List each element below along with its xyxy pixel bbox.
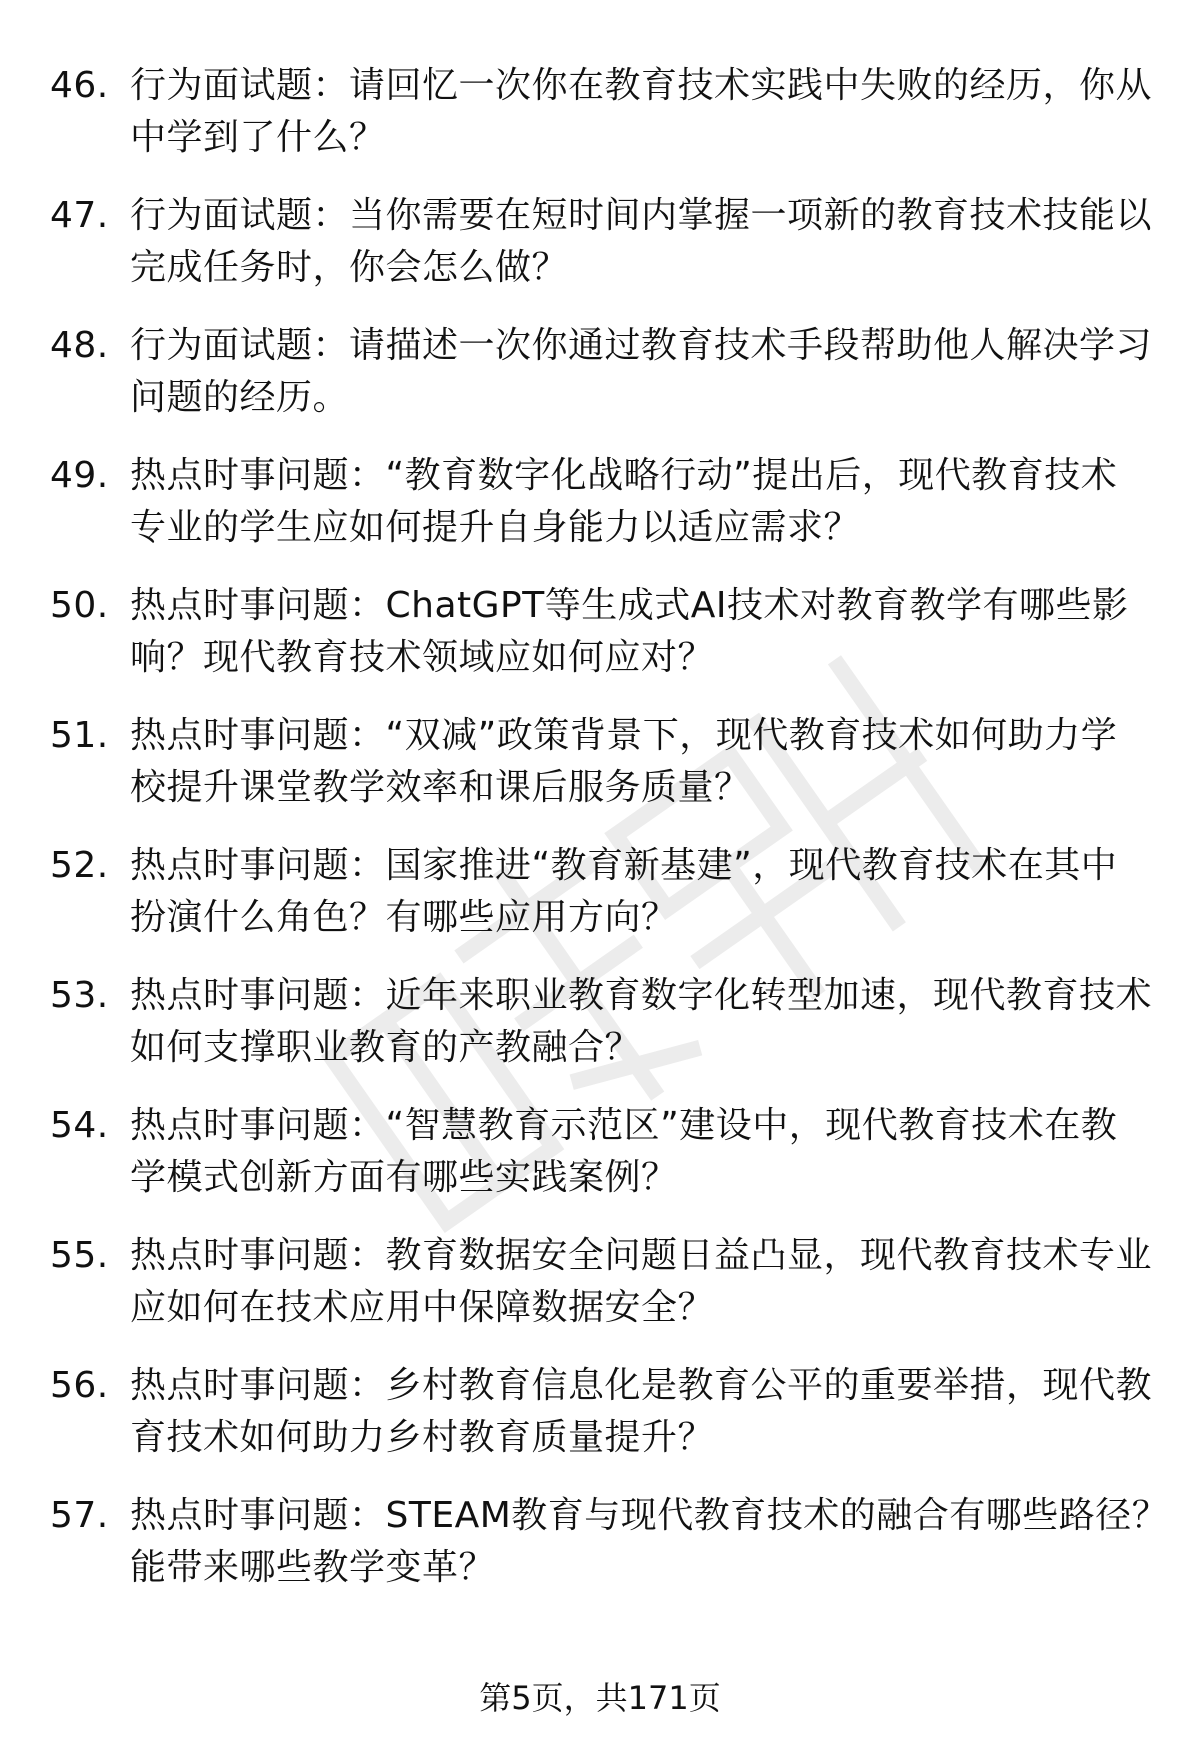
question-number: 49.	[50, 455, 109, 496]
question-number: 48.	[50, 325, 109, 366]
question-item-48	[50, 320, 1153, 424]
question-number: 51.	[50, 715, 109, 756]
question-number: 53.	[50, 975, 109, 1016]
question-text-line: 热点时事问题：国家推进“教育新基建”，现代教育技术在其中	[130, 845, 1118, 886]
question-text-line: 应如何在技术应用中保障数据安全？	[130, 1287, 715, 1328]
question-text-line: 完成任务时，你会怎么做？	[130, 247, 569, 288]
question-text-line: 育技术如何助力乡村教育质量提升？	[130, 1417, 715, 1458]
question-text-line: 热点时事问题：“教育数字化战略行动”提出后，现代教育技术	[130, 455, 1118, 496]
question-text-line: 行为面试题：当你需要在短时间内掌握一项新的教育技术技能以	[130, 195, 1153, 236]
question-text-line: 扮演什么角色？有哪些应用方向？	[130, 897, 678, 938]
question-number: 46.	[50, 65, 109, 106]
question-text-line: 学模式创新方面有哪些实践案例？	[130, 1157, 678, 1198]
question-item-46	[50, 60, 1153, 164]
question-text-line: 热点时事问题：教育数据安全问题日益凸显，现代教育技术专业	[130, 1235, 1153, 1276]
question-item-49	[50, 450, 1150, 554]
question-text-line: 问题的经历。	[130, 377, 350, 418]
question-item-47	[50, 190, 1153, 294]
page-number-footer: 第5页，共171页	[479, 1679, 721, 1717]
question-number: 57.	[50, 1495, 109, 1536]
question-text-line: 热点时事问题：“双减”政策背景下，现代教育技术如何助力学	[130, 715, 1118, 756]
question-text-line: 热点时事问题：STEAM教育与现代教育技术的融合有哪些路径？	[130, 1495, 1169, 1536]
question-text-line: 中学到了什么？	[130, 117, 386, 158]
question-number: 47.	[50, 195, 109, 236]
question-text-line: 专业的学生应如何提升自身能力以适应需求？	[130, 507, 861, 548]
question-text-line: 行为面试题：请描述一次你通过教育技术手段帮助他人解决学习	[130, 325, 1153, 366]
question-list	[50, 60, 1169, 1620]
question-number: 52.	[50, 845, 109, 886]
question-text-line: 热点时事问题：ChatGPT等生成式AI技术对教育教学有哪些影	[130, 585, 1129, 626]
question-text-line: 能带来哪些教学变革？	[130, 1547, 496, 1588]
question-item-57	[50, 1490, 1169, 1594]
question-text-line: 响？现代教育技术领域应如何应对？	[130, 637, 715, 678]
question-text-line: 校提升课堂教学效率和课后服务质量？	[130, 767, 751, 808]
question-item-52	[50, 840, 1150, 944]
question-item-55	[50, 1230, 1153, 1334]
question-number: 54.	[50, 1105, 109, 1146]
question-item-50	[50, 580, 1150, 684]
question-text-line: 热点时事问题：乡村教育信息化是教育公平的重要举措，现代教	[130, 1365, 1153, 1406]
question-item-51	[50, 710, 1150, 814]
question-number: 56.	[50, 1365, 109, 1406]
question-item-53	[50, 970, 1153, 1074]
question-item-54	[50, 1100, 1150, 1204]
question-text-line: 热点时事问题：“智慧教育示范区”建设中，现代教育技术在教	[130, 1105, 1118, 1146]
question-item-56	[50, 1360, 1153, 1464]
question-text-line: 如何支撑职业教育的产教融合？	[130, 1027, 642, 1068]
question-number: 50.	[50, 585, 109, 626]
question-number: 55.	[50, 1235, 109, 1276]
question-text-line: 行为面试题：请回忆一次你在教育技术实践中失败的经历，你从	[130, 65, 1153, 106]
question-text-line: 热点时事问题：近年来职业教育数字化转型加速，现代教育技术	[130, 975, 1153, 1016]
